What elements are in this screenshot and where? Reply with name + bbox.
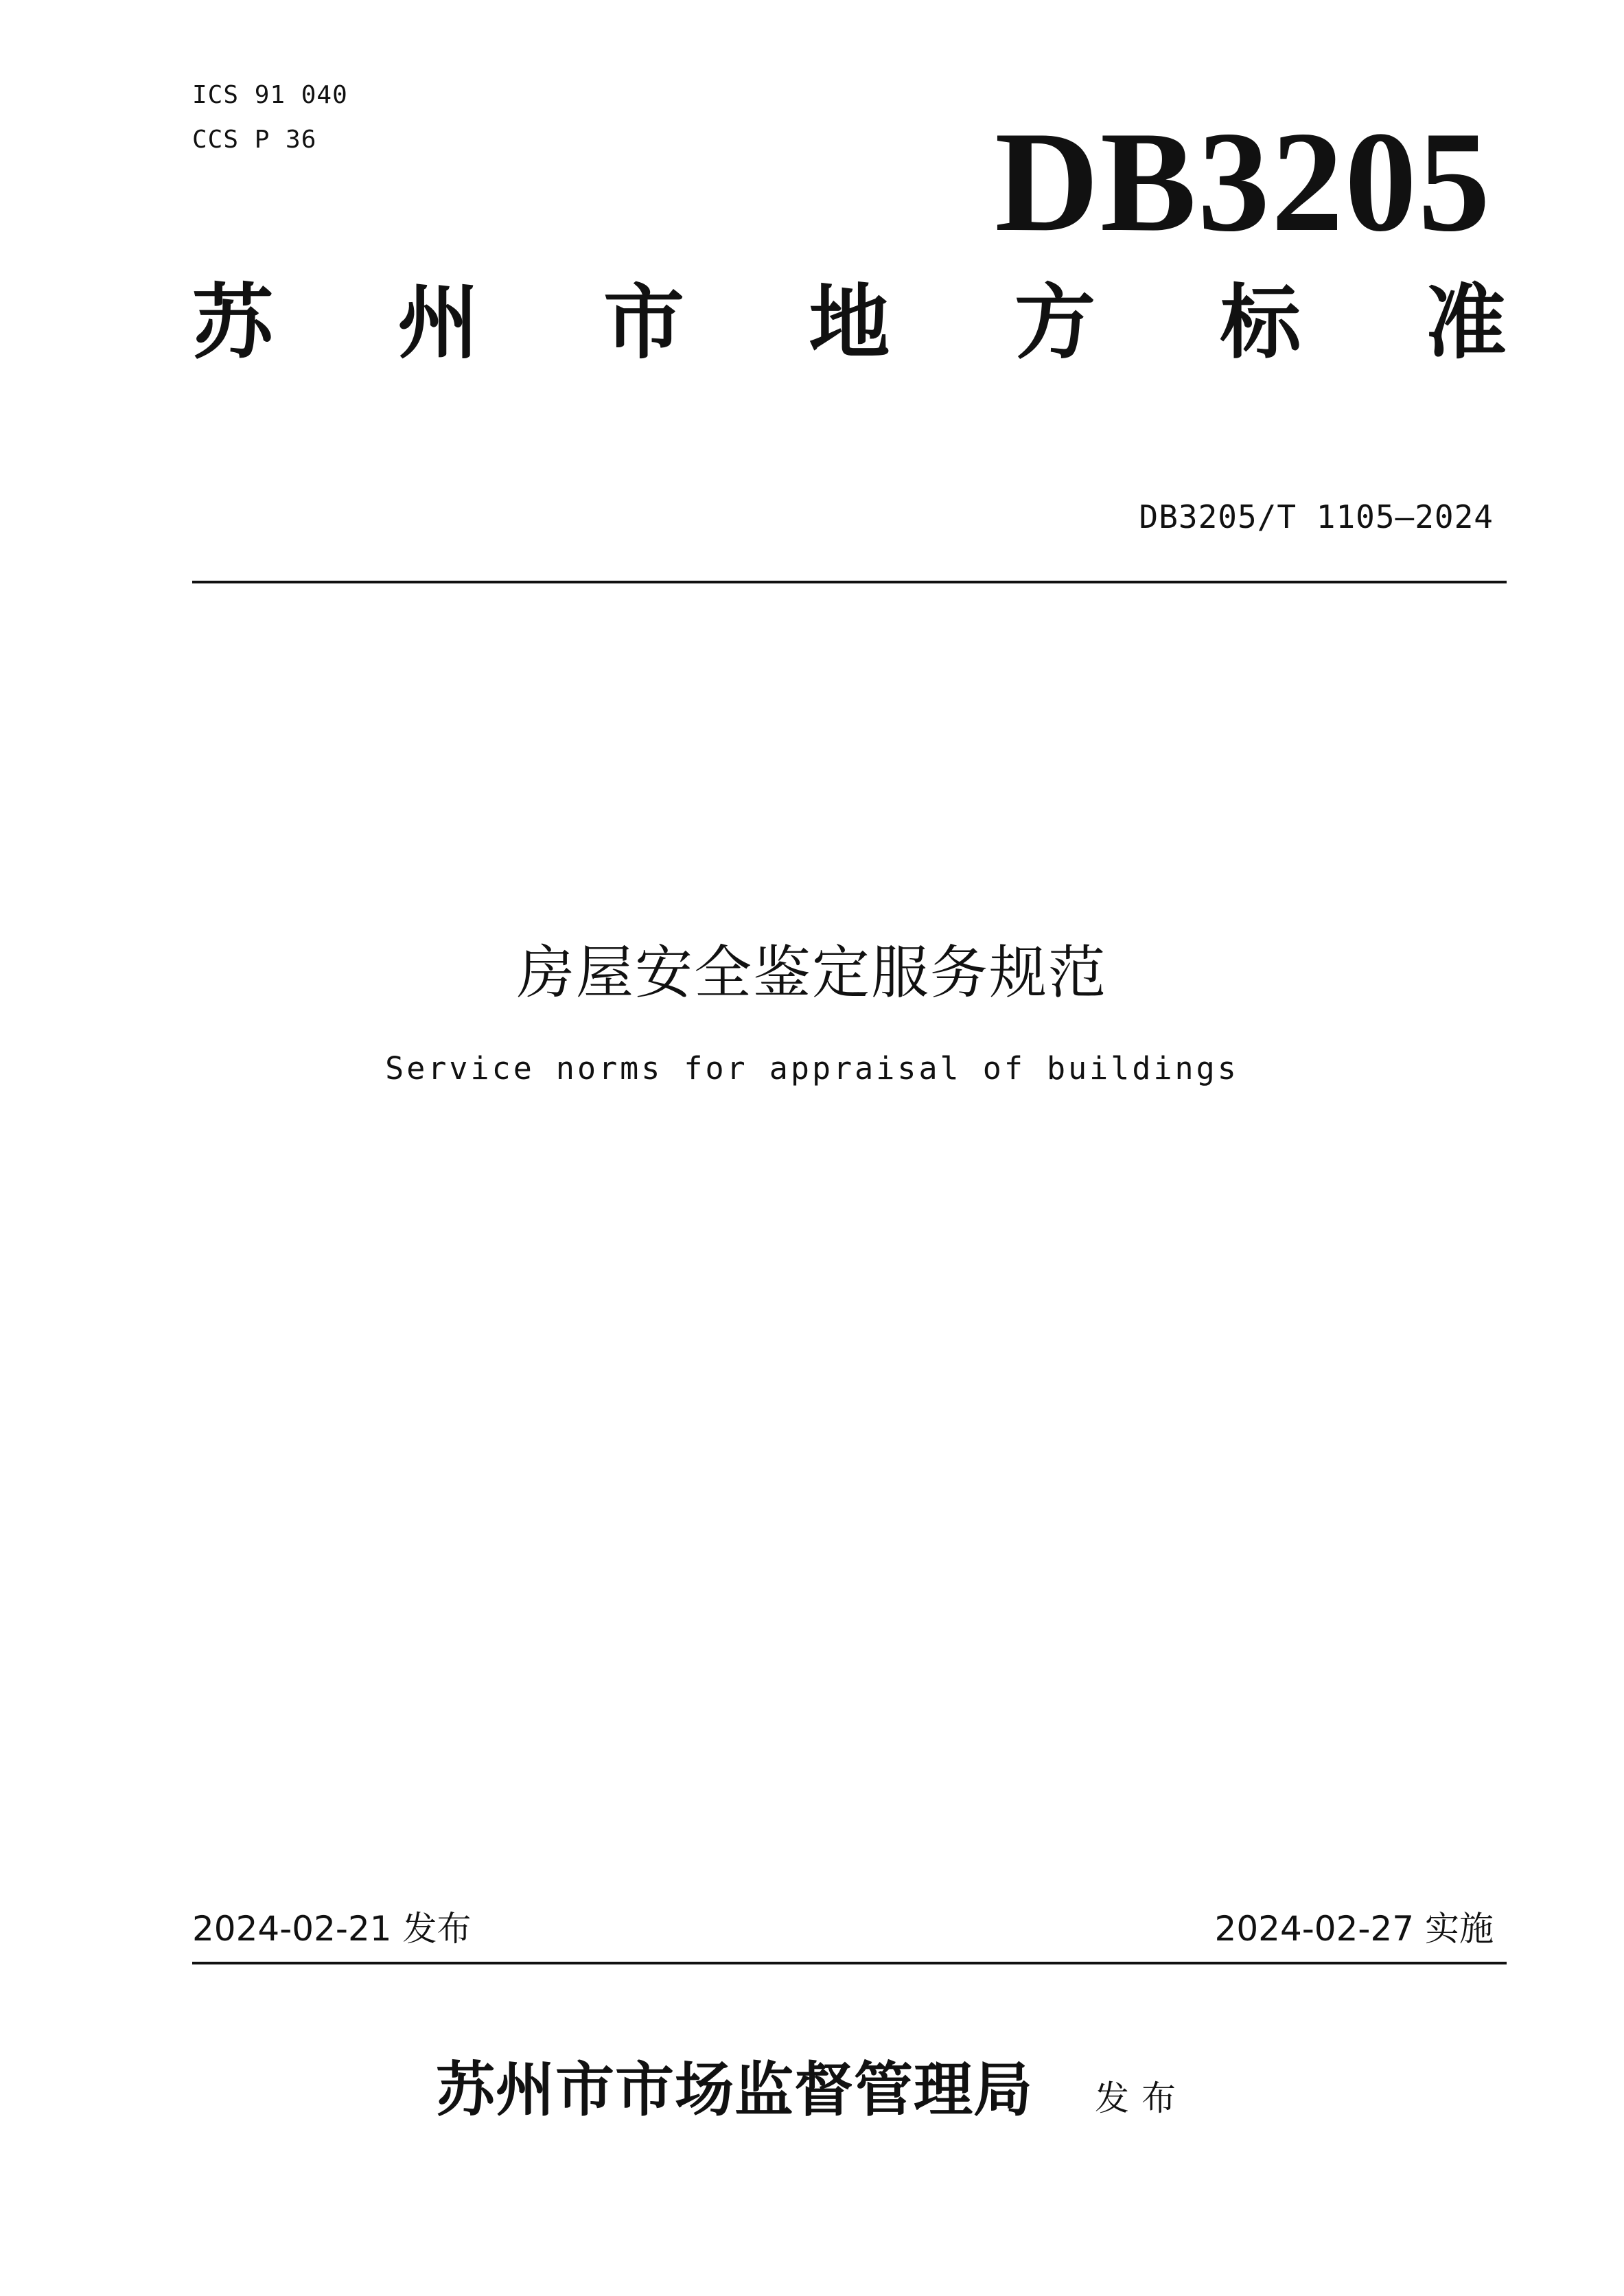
standard-type-char: 地 xyxy=(809,275,890,370)
ics-code: ICS 91 040 xyxy=(192,81,348,109)
title-english: Service norms for appraisal of buildings xyxy=(385,1050,1239,1087)
bottom-divider xyxy=(192,1962,1507,1964)
standard-type-char: 市 xyxy=(603,275,684,370)
publisher xyxy=(0,2042,1624,2127)
ccs-code: CCS P 36 xyxy=(192,126,317,154)
standard-type-char: 州 xyxy=(397,275,479,370)
top-divider xyxy=(192,581,1507,583)
standard-code-logo: DB3205 xyxy=(995,102,1492,262)
title-chinese: 房屋安全鉴定服务规范 xyxy=(516,939,1107,1006)
standard-type-char: 苏 xyxy=(192,275,274,370)
implementation-date: 2024-02-27 实施 xyxy=(1214,1909,1494,1949)
publisher-suffix: 发布 xyxy=(1095,2078,1188,2118)
standard-type-heading xyxy=(192,275,1507,371)
publisher-name: 苏州市市场监督管理局 xyxy=(436,2055,1033,2124)
standard-type-char: 准 xyxy=(1425,275,1507,370)
standard-number: DB3205/T 1105—2024 xyxy=(1139,498,1494,535)
issue-date: 2024-02-21 发布 xyxy=(192,1909,472,1949)
standard-type-char: 标 xyxy=(1220,275,1301,370)
standard-type-char: 方 xyxy=(1014,275,1095,370)
